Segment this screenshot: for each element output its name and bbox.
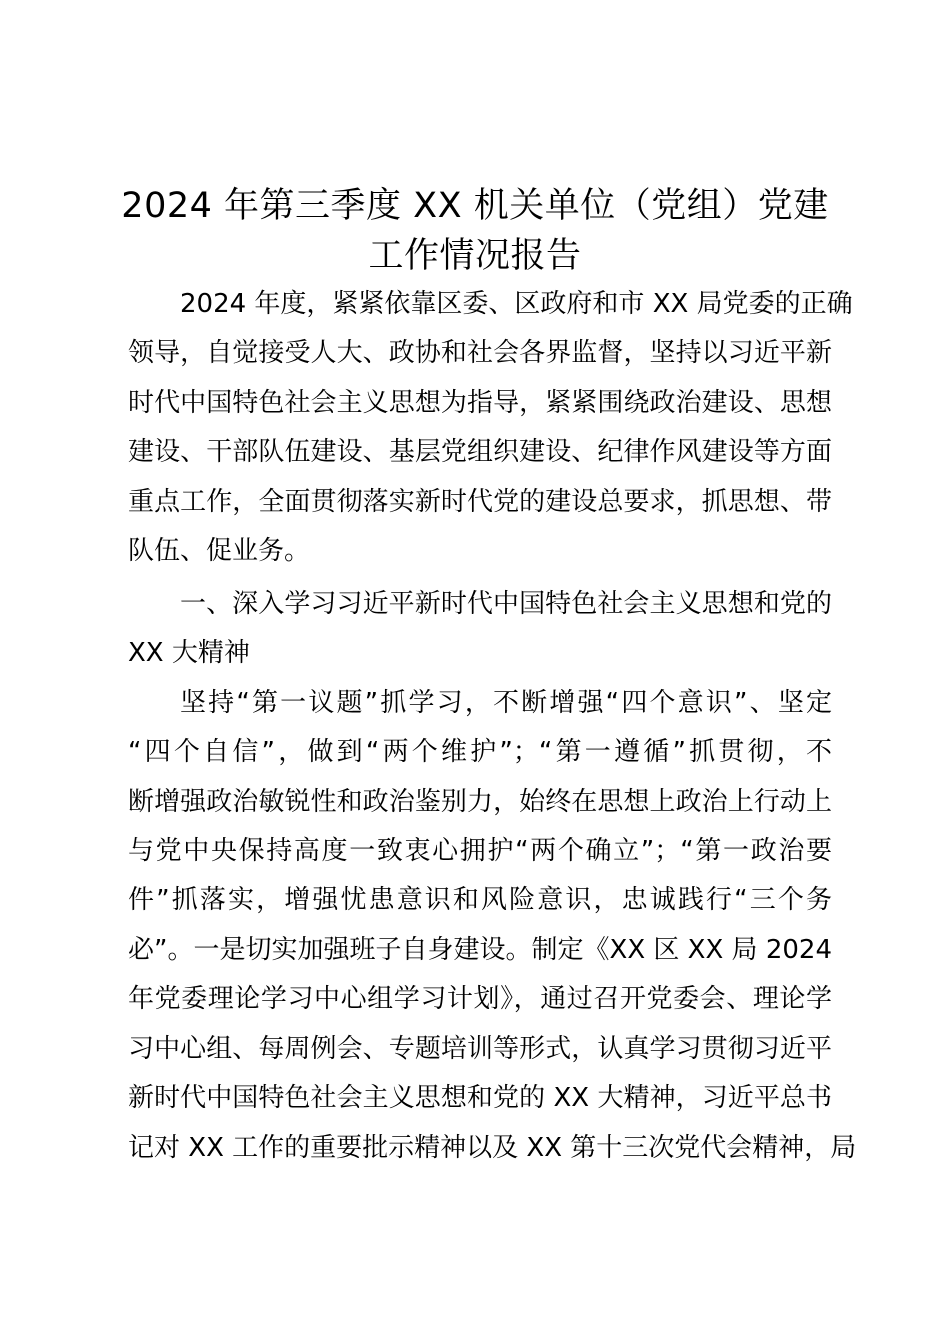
document-title-line-1: 2024 年第三季度 XX 机关单位（党组）党建	[121, 186, 829, 226]
paragraph-2-line-2: “四个自信”，做到“两个维护”；“第一遵循”抓贯彻，不	[128, 737, 832, 767]
paragraph-2-line-8: 习中心组、每周例会、专题培训等形式，认真学习贯彻习近平	[128, 1034, 832, 1064]
section-heading-1-line-1: 一、深入学习习近平新时代中国特色社会主义思想和党的	[180, 589, 832, 619]
document-title-line-2: 工作情况报告	[368, 236, 582, 276]
paragraph-1-line-2: 领导，自觉接受人大、政协和社会各界监督，坚持以习近平新	[128, 338, 832, 368]
paragraph-1-line-4: 建设、干部队伍建设、基层党组织建设、纪律作风建设等方面	[128, 437, 832, 467]
paragraph-2-line-9: 新时代中国特色社会主义思想和党的 XX 大精神，习近平总书	[128, 1083, 832, 1113]
paragraph-1-line-5: 重点工作，全面贯彻落实新时代党的建设总要求，抓思想、带	[128, 487, 832, 517]
paragraph-2-line-5: 件”抓落实，增强忧患意识和风险意识，忠诚践行“三个务	[128, 885, 832, 915]
paragraph-2-line-1: 坚持“第一议题”抓学习，不断增强“四个意识”、坚定	[180, 688, 832, 718]
paragraph-1-line-6: 队伍、促业务。	[128, 536, 311, 566]
paragraph-1-line-3: 时代中国特色社会主义思想为指导，紧紧围绕政治建设、思想	[128, 388, 832, 418]
paragraph-2-line-10: 记对 XX 工作的重要批示精神以及 XX 第十三次党代会精神，局	[128, 1133, 857, 1163]
paragraph-1-line-1: 2024 年度，紧紧依靠区委、区政府和市 XX 局党委的正确	[180, 289, 853, 319]
paragraph-2-line-6: 必”。一是切实加强班子自身建设。制定《XX 区 XX 局 2024	[128, 935, 832, 965]
section-heading-1-line-2: XX 大精神	[128, 638, 250, 668]
paragraph-2-line-7: 年党委理论学习中心组学习计划》，通过召开党委会、理论学	[128, 984, 832, 1014]
paragraph-2-line-4: 与党中央保持高度一致衷心拥护“两个确立”；“第一政治要	[128, 836, 832, 866]
paragraph-2-line-3: 断增强政治敏锐性和政治鉴别力，始终在思想上政治上行动上	[128, 787, 832, 817]
